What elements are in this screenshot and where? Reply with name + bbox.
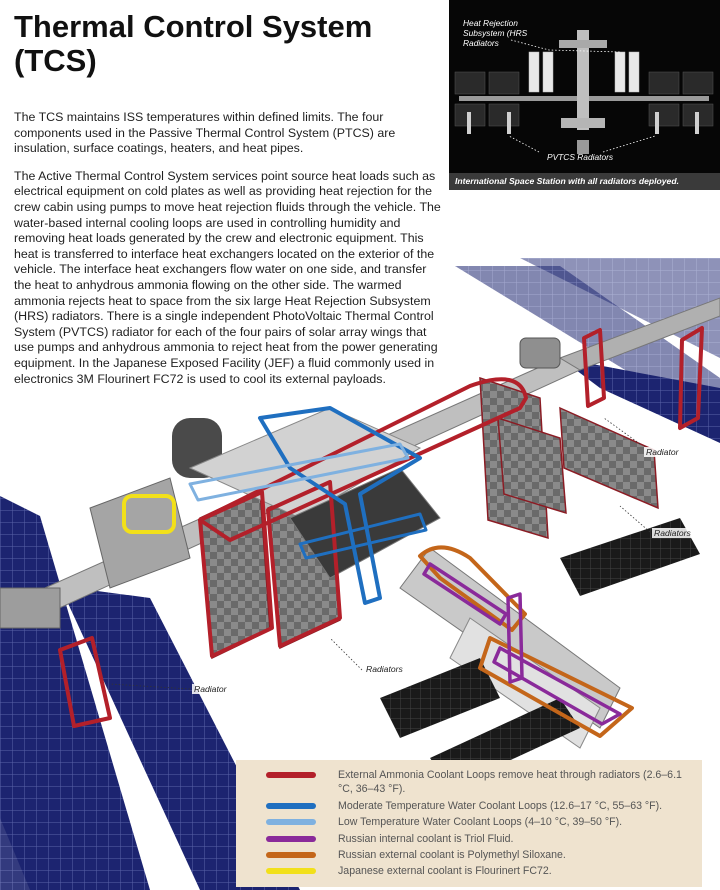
legend-text-low-water: Low Temperature Water Coolant Loops (4–10 °C, 39–50 °F). bbox=[338, 816, 623, 829]
legend-text-triol: Russian internal coolant is Triol Fluid. bbox=[338, 832, 514, 845]
hrs-radiators-label: Heat Rejection Subsystem (HRS Radiators bbox=[463, 18, 528, 48]
legend-text-moderate-water: Moderate Temperature Water Coolant Loops (12.6–17 °C, 55–63 °F). bbox=[338, 799, 663, 812]
legend-swatch-moderate-water bbox=[266, 803, 316, 809]
radiators-callout-mid-right: Radiators bbox=[654, 528, 691, 538]
legend-text-ammonia: External Ammonia Coolant Loops remove heat through radiators (2.6–6.1 °C, 36–43 °F). bbox=[338, 769, 682, 796]
legend-text-siloxane: Russian external coolant is Polymethyl Siloxane. bbox=[338, 849, 566, 862]
legend-swatch-triol bbox=[266, 836, 316, 842]
paragraph-atcs: The Active Thermal Control System services point source heat loads such as electrical equipment on cold plates as well as providing heat rejection for the crew cabin using pumps to move heat rejection fluids through the vehicle. The water-based internal cooling loops are used in controlling humidity and removing heat loads generated by the crew and electronic equipment. This heat is transferred to interface heat exchangers located on the exterior of the vehicle. The interface heat exchangers flow water on one side, and transfer the heat to anhydrous ammonia flowing on the other side. The warmed ammonia rejects heat to space from the six large Heat Rejection Subsystem (HRS) radiators. There is a single independent PhotoVoltaic Thermal Control System (PVTCS) radiator for each of the four pairs of solar array wings that use pumps and anhydrous ammonia to reject heat from the power generating equipment. In the Japanese Exposed Facility (JEF) a fluid commonly used in electronics 3M Flourinert FC72 is used to cool its external payloads. bbox=[14, 168, 441, 386]
photo-caption: International Space Station with all radiators deployed. bbox=[449, 173, 720, 190]
legend-swatch-fc72 bbox=[266, 868, 316, 874]
legend-swatch-low-water bbox=[266, 819, 316, 825]
legend-swatch-siloxane bbox=[266, 852, 316, 858]
legend-item-fc72 bbox=[266, 864, 692, 878]
pvtcs-radiators-label: PVTCS Radiators bbox=[547, 152, 614, 162]
iss-photo bbox=[449, 0, 720, 190]
legend-item-triol bbox=[266, 832, 692, 846]
legend-item-siloxane bbox=[266, 848, 692, 862]
legend-item-moderate-water bbox=[266, 799, 692, 813]
radiators-callout-center: Radiators bbox=[366, 664, 403, 674]
paragraph-ptcs: The TCS maintains ISS temperatures within defined limits. The four components used in the Passive Thermal Control System (PTCS) are insulation, surface coatings, heaters, and heat pipes. bbox=[14, 110, 396, 156]
page-title: Thermal Control System (TCS) bbox=[14, 9, 373, 78]
legend-item-ammonia bbox=[266, 768, 692, 797]
radiator-callout-right: Radiator bbox=[646, 447, 679, 457]
legend-swatch-ammonia bbox=[266, 772, 316, 778]
coolant-legend bbox=[236, 760, 702, 887]
legend-text-fc72: Japanese external coolant is Flourinert FC72. bbox=[338, 865, 552, 878]
legend-item-low-water bbox=[266, 815, 692, 829]
radiator-callout-left: Radiator bbox=[194, 684, 227, 694]
